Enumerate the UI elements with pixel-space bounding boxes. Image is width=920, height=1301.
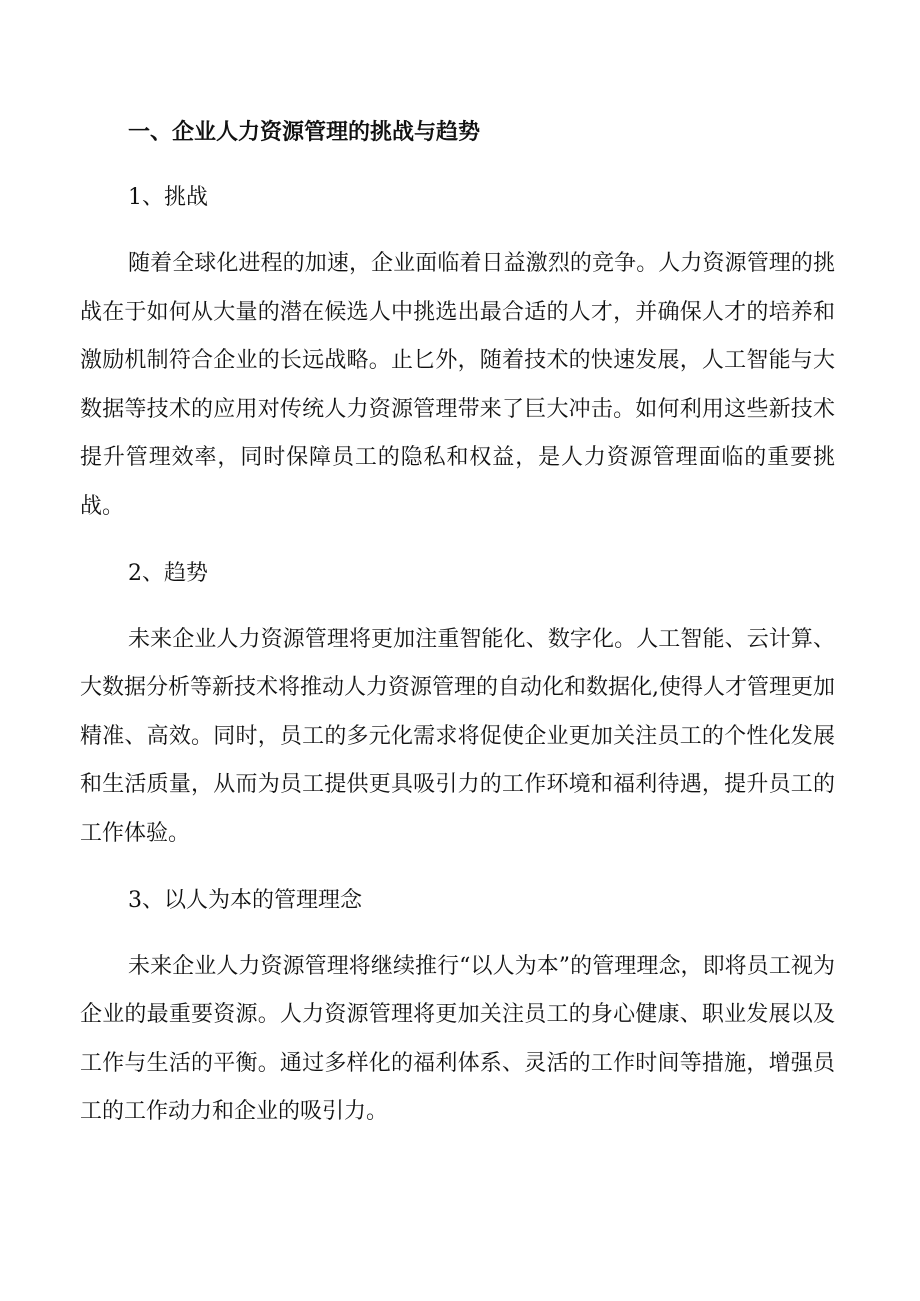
- paragraph-trends: 未来企业人力资源管理将更加注重智能化、数字化。人工智能、云计算、大数据分析等新技术将推动人力资源管理的自动化和数据化,使得人才管理更加精准、高效。同时，员工的多元化需求将促使企业更加关注员工的个性化发展和生活质量，从而为员工提供更具吸引力的工作环境和福利待遇，提升员工的工作体验。: [80, 626, 835, 846]
- paragraph-people-oriented: 未来企业人力资源管理将继续推行“以人为本”的管理理念，即将员工视为企业的最重要资源。人力资源管理将更加关注员工的身心健康、职业发展以及工作与生活的平衡。通过多样化的福利体系、灵活的工作时间等措施，增强员工的工作动力和企业的吸引力。: [80, 953, 835, 1125]
- paragraph-challenges: 随着全球化进程的加速，企业面临着日益激烈的竞争。人力资源管理的挑战在于如何从大量的潜在候选人中挑选出最合适的人才，并确保人才的培养和激励机制符合企业的长远战略。止匕外，随着技术的快速发展，人工智能与大数据等技术的应用对传统人力资源管理带来了巨大冲击。如何利用这些新技术提升管理效率，同时保障员工的隐私和权益，是人力资源管理面临的重要挑战。: [80, 251, 835, 519]
- subsection-title-people-oriented: 3、以人为本的管理理念: [128, 887, 362, 913]
- subsection-title-trends: 2、趋势: [128, 560, 208, 586]
- subsection-title-challenges: 1、挑战: [128, 185, 208, 210]
- document-body: [80, 110, 835, 1157]
- section-heading: 一、企业人力资源管理的挑战与趋势: [128, 119, 481, 145]
